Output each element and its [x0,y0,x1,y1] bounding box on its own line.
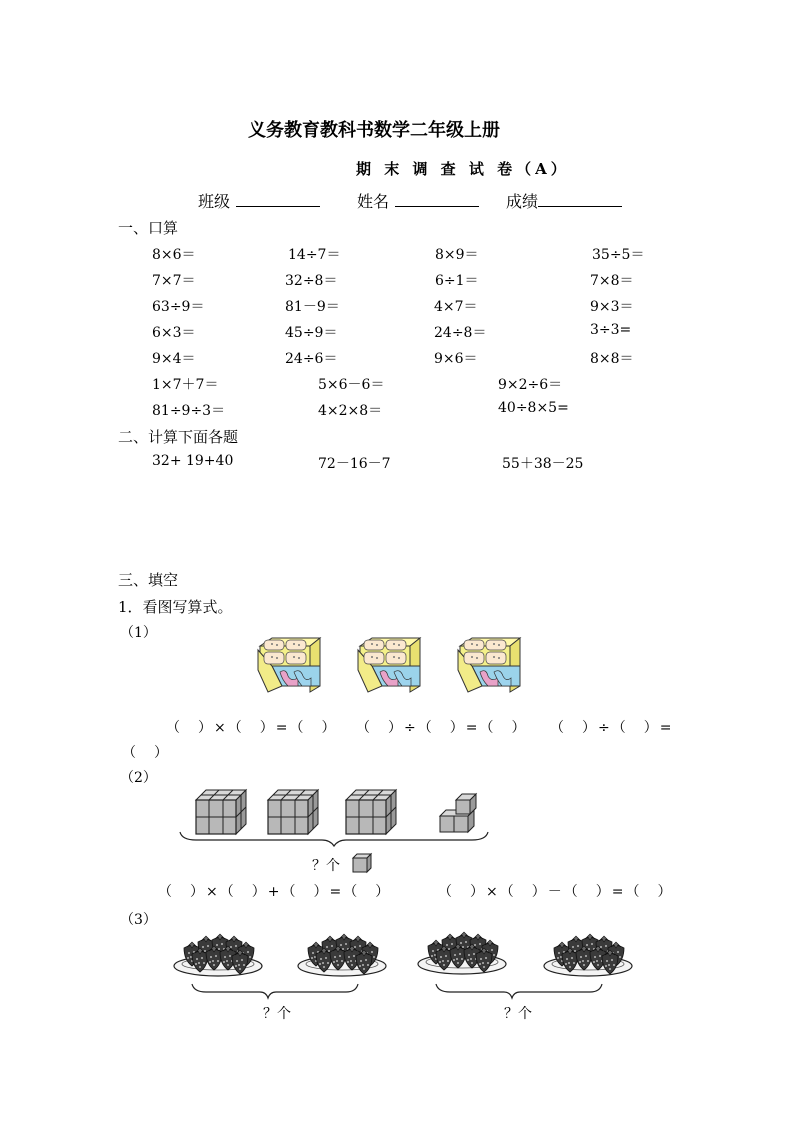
mental-calc-item: 24÷8＝ [434,325,487,341]
mental-calc-item: 4×7＝ [434,299,478,315]
mental-calc-item: 24÷6＝ [285,351,338,367]
mental-calc-item: 81÷9÷3＝ [152,403,226,419]
mental-calc-item: 9×6＝ [434,351,478,367]
part1-label: （1） [120,625,157,641]
score-blank[interactable] [538,192,622,207]
mental-calc-item: 32÷8＝ [285,273,338,289]
score-field[interactable] [506,189,622,212]
part1-equation-divide-2[interactable]: （ ）÷（ ）= [550,720,674,736]
part2-label: （2） [120,770,157,786]
part2-equation-plus[interactable]: （ ）×（ ）+（ ）=（ ） [158,884,392,900]
section3-heading: 三、填空 [118,571,179,589]
name-blank[interactable] [395,192,479,207]
class-label: 班级 [198,192,231,211]
part3-question-right: ？个 [504,1006,532,1022]
mental-calc-item: 4×2×8＝ [318,403,383,419]
cake-box-illustration [258,638,538,694]
class-field[interactable] [198,189,320,212]
mental-calc-item: 35÷5＝ [592,247,645,263]
mental-calc-item: 7×7＝ [152,273,196,289]
part2-question-count: ？个 [312,858,340,874]
part1-equation-multiply[interactable]: （ ）×（ ）=（ ） [166,720,338,736]
strawberry-plates-illustration [170,928,640,1000]
mental-calc-item: 1×7＋7＝ [152,377,219,393]
part1-equation-divide-1[interactable]: （ ）÷（ ）=（ ） [356,720,528,736]
part3-question-left: ？个 [263,1006,291,1022]
class-blank[interactable] [236,192,320,207]
mental-calc-item: 40÷8×5= [498,400,569,416]
exam-subtitle: 期 末 调 查 试 卷（A） [356,160,570,178]
mental-calc-item: 5×6－6＝ [318,377,385,393]
mental-calc-item: 81－9＝ [285,299,340,315]
mental-calc-item: 8×9＝ [435,247,479,263]
mental-calc-item: 9×3＝ [590,299,634,315]
small-cube-icon [352,853,372,873]
section2-heading: 二、计算下面各题 [118,428,239,446]
part3-label: （3） [120,912,157,928]
part2-equation-minus[interactable]: （ ）×（ ）－（ ）=（ ） [438,884,674,900]
section1-heading: 一、口算 [118,219,179,237]
mental-calc-item: 45÷9＝ [285,325,338,341]
mental-calc-item: 9×2÷6＝ [498,377,563,393]
mental-calc-item: 14÷7＝ [288,247,341,263]
calc-item: 55＋38－25 [502,456,584,472]
name-field[interactable] [357,189,479,212]
mental-calc-item: 63÷9＝ [152,299,205,315]
question1-prompt: 1．看图写算式。 [118,598,233,616]
mental-calc-item: 3÷3= [590,322,632,338]
mental-calc-item: 7×8＝ [590,273,634,289]
mental-calc-item: 6×3＝ [152,325,196,341]
page-title: 义务教育教科书数学二年级上册 [248,120,500,141]
name-label: 姓名 [357,192,390,211]
mental-calc-item: 9×4＝ [152,351,196,367]
mental-calc-item: 6÷1＝ [435,273,479,289]
mental-calc-item: 8×8＝ [590,351,634,367]
part1-equation-divide-2-answer[interactable]: （ ） [122,745,170,761]
calc-item: 32+ 19+40 [152,453,234,469]
score-label: 成绩 [506,192,539,211]
cube-blocks-illustration [176,788,492,848]
mental-calc-item: 8×6＝ [152,247,196,263]
calc-item: 72－16－7 [318,456,391,472]
